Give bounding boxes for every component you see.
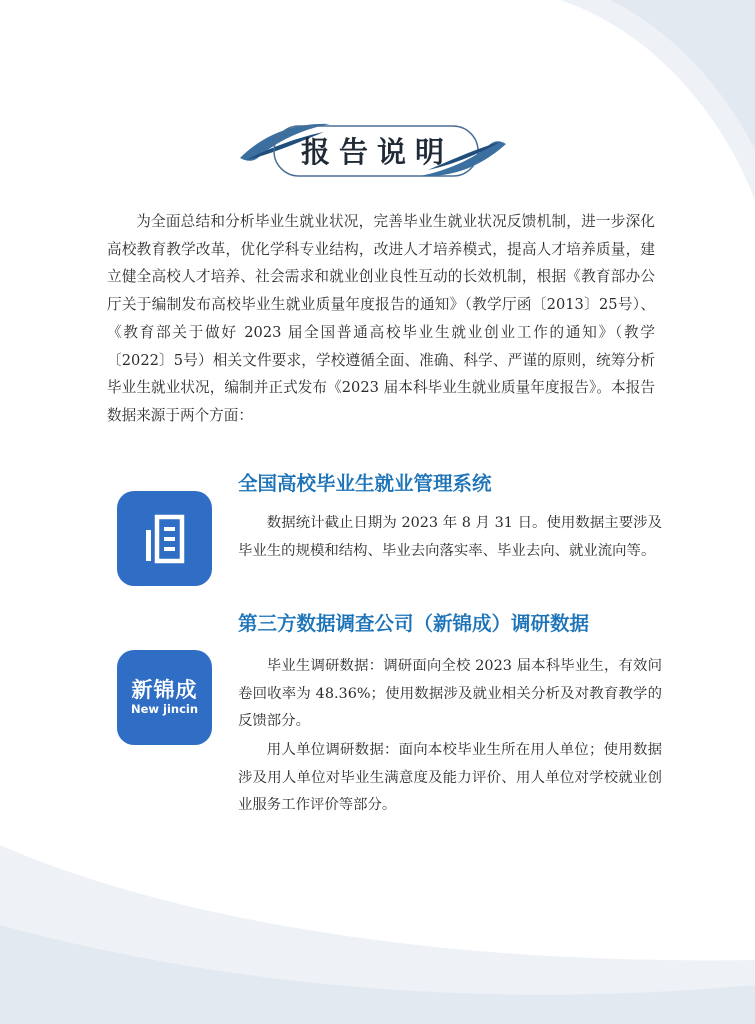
intro-paragraph: 为全面总结和分析毕业生就业状况，完善毕业生就业状况反馈机制，进一步深化高校教育教学改革，优化学科专业结构，改进人才培养模式，提高人才培养质量，建立健全高校人才培养、社会需求和就业创业良性互动的长效机制，根据《教育部办公厅关于编制发布高校毕业生就业质量年度报告的通知》（教学厅函〔2013〕25号）、《教育部关于做好 2023 届全国普通高校毕业生就业创业工作的通知》（教学〔2022〕5号）相关文件要求，学校遵循全面、准确、科学、严谨的原则，统筹分析毕业生就业状况，编制并正式发布《2023 届本科毕业生就业质量年度报告》。本报告数据来源于两个方面：: [107, 213, 655, 424]
building-glyph: [138, 512, 192, 566]
source-2-employer-survey: 用人单位调研数据：面向本校毕业生所在用人单位；使用数据涉及用人单位对毕业生满意度及能力评价、用人单位对学校就业创业服务工作评价等部分。: [238, 742, 662, 814]
newjincin-logo-icon: [117, 650, 212, 745]
source-2-title: 第三方数据调查公司（新锦成）调研数据: [238, 612, 590, 635]
logo-chinese-text: 新锦成: [131, 678, 198, 702]
source-1-title: 全国高校毕业生就业管理系统: [238, 472, 492, 495]
source-1-description: 数据统计截止日期为 2023 年 8 月 31 日。使用数据主要涉及毕业生的规模和结构、毕业去向落实率、毕业去向、就业流向等。: [238, 515, 662, 559]
page-title: 报告说明: [300, 134, 453, 169]
source-2-graduate-survey: 毕业生调研数据：调研面向全校 2023 届本科毕业生，有效问卷回收率为 48.36%；使用数据涉及就业相关分析及对教育教学的反馈部分。: [238, 658, 662, 730]
logo-english-text: New jincin: [130, 702, 199, 716]
page-title-banner: [238, 116, 508, 184]
building-icon: [117, 491, 212, 586]
